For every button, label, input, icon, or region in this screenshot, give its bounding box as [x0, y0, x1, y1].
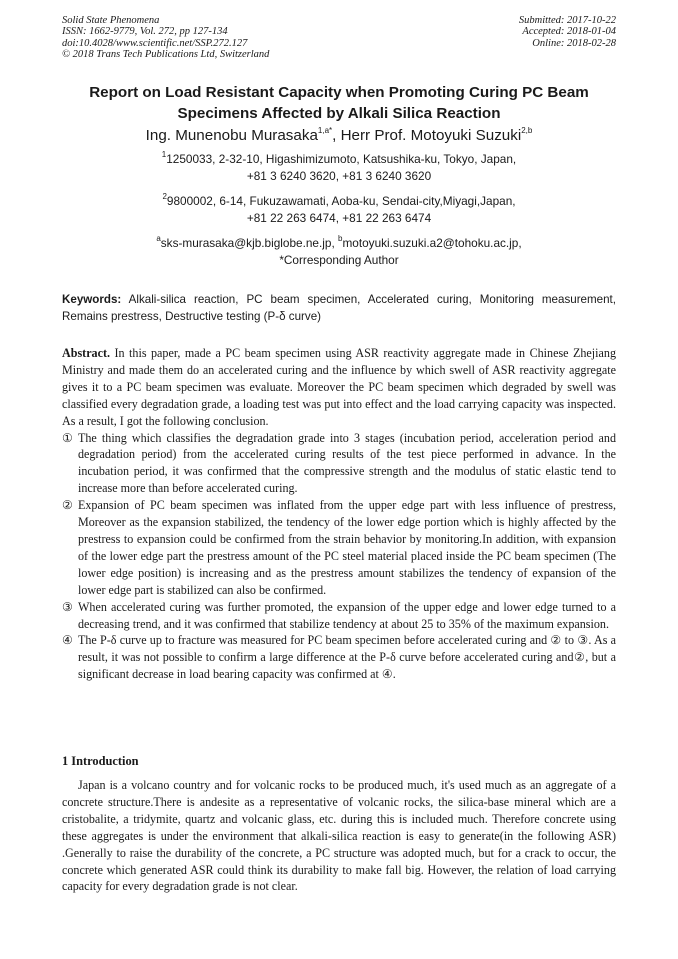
author-1: Ing. Munenobu Murasaka: [145, 127, 318, 144]
item-text: Expansion of PC beam specimen was inflated from the upper edge part with less influence of prestress, Moreover as the expansion stabilized, the tendency of the lower edge portion which is highly affected by the prestress to expansion could be confirmed from the strain behavior by monitoring.In addition, with expansion of the lower edge part the prestress amount of the PC steel material placed inside the PC beam specimen (The lower edge position) is increasing and as the prestress amount stabilizes the tendency of expansion of the lower edge part is stabilized can also be confirmed.: [78, 498, 616, 597]
item-text: The thing which classifies the degradation grade into 3 stages (incubation period, acceleration period and degradation period) from the accelerated curing results of the test piece performed in advance. In the incubation period, it was confirmed that the compressive strength and the modulus of static elastic tend to increase more than before accelerated curing.: [78, 430, 616, 496]
introduction-paragraph: Japan is a volcano country and for volcanic rocks to be produced much, it's used much as an aggregate of a concrete structure.There is andesite as a representative of volcanic rocks, the silica-base mineral which are a cristobalite, a tridymite, quartz and volcanic glass, etc. during this is included much. Therefore concrete using these aggregates is under the environment that alkali-silica reaction is easy to generate(in the following ASR) .Generally to raise the durability of the concrete, a PC structure was adopted much, but for a crack to occur, the concrete which generated ASR could think its durability to make fall big. However, the relation of load carrying capacity for every degradation grade is not clear.: [62, 778, 616, 894]
abstract-text: In this paper, made a PC beam specimen using ASR reactivity aggregate made in Chinese Zhejiang Ministry and made them do an accelerated curing and the influence by which swell of ASR reactivity aggregate gives it to a PC beam specimen was evaluate. Moreover the PC beam specimen which degraded by swell was classified every degradation grade, a loading test was put into effect and the load carrying capacity was inspected. As a result, I got the following conclusion.: [62, 346, 616, 428]
affiliation-2-phone: +81 22 263 6474, +81 22 263 6474: [246, 210, 432, 225]
journal-issn: ISSN: 1662-9779, Vol. 272, pp 127-134: [62, 26, 228, 38]
online-date: Online: 2018-02-28: [532, 37, 616, 49]
item-number: ③: [62, 599, 73, 614]
affiliation-1-address: $^1$1250033, 2-32-10, Higashimizumoto, Katsushika-ku, Tokyo, Japan,: [161, 150, 517, 166]
accepted-date: Accepted: 2018-01-04: [522, 26, 616, 38]
affiliation-1: [62, 151, 616, 184]
paper-title: Report on Load Resistant Capacity when Promoting Curing PC Beam Specimens Affected by Alkali Silica Reaction: [89, 84, 589, 122]
submitted-date: Submitted: 2017-10-22: [518, 15, 616, 26]
abstract-label: Abstract.: [62, 346, 111, 360]
conclusion-item-4: [62, 632, 616, 683]
keywords-label: Keywords:: [62, 293, 122, 306]
author-2-affiliation: 2,b: [521, 125, 533, 135]
conclusion-item-3: [62, 599, 616, 633]
keywords: [62, 291, 616, 325]
author-separator: ,: [332, 127, 341, 144]
section-heading: 1 Introduction: [62, 754, 139, 768]
item-number: ①: [62, 430, 73, 445]
abstract: [62, 345, 616, 683]
abstract-intro: [62, 345, 616, 430]
affiliation-2: [62, 193, 616, 226]
keywords-text: Alkali-silica reaction, PC beam specimen, Accelerated curing, Monitoring measurement, Remains prestress, Destructive testing (P-δ curve): [62, 293, 616, 323]
author-1-affiliation: 1,a*: [317, 125, 333, 135]
email-a-link[interactable]: sks-murasaka@kjb.biglobe.ne.jp,: [160, 236, 338, 250]
corresponding-author-note: *Corresponding Author: [279, 252, 399, 267]
author-2: Herr Prof. Motoyuki Suzuki: [340, 127, 522, 144]
conclusion-item-2: [62, 497, 616, 598]
submission-dates: [519, 15, 616, 49]
journal-doi: doi:10.4028/www.scientific.net/SSP.272.127: [62, 37, 248, 49]
journal-header: [62, 15, 616, 65]
journal-name: Solid State Phenomena: [62, 15, 160, 26]
email-line: $^a$sks-murasaka@kjb.biglobe.ne.jp, $^b$motoyuki.suzuki.a2@tohoku.ac.jp,: [156, 234, 522, 250]
journal-copyright: © 2018 Trans Tech Publications Ltd, Switzerland: [62, 49, 270, 61]
email-b-link[interactable]: motoyuki.suzuki.a2@tohoku.ac.jp,: [342, 236, 522, 250]
author-list: [62, 126, 616, 146]
conclusion-item-1: [62, 430, 616, 498]
affiliation-2-address: $^2$9800002, 6-14, Fukuzawamati, Aoba-ku, Sendai-city,Miyagi,Japan,: [162, 192, 516, 208]
item-text: When accelerated curing was further promoted, the expansion of the upper edge and lower edge turned to a decreasing trend, and it was confirmed that stabilize tendency at about 25 to 35% of the maximum expansion.: [78, 599, 616, 631]
affiliation-1-phone: +81 3 6240 3620, +81 3 6240 3620: [246, 168, 432, 183]
contact-emails: [62, 235, 616, 268]
journal-info: [62, 15, 269, 61]
item-number: ②: [62, 498, 73, 513]
item-text: The P-δ curve up to fracture was measured for PC beam specimen before accelerated curing and ② to ③. As a result, it was not possible to confirm a large difference at the P-δ curve before accelerated curing and②, but a significant decrease in load bearing capacity was confirmed at ④.: [78, 633, 616, 682]
item-number: ④: [62, 633, 73, 648]
